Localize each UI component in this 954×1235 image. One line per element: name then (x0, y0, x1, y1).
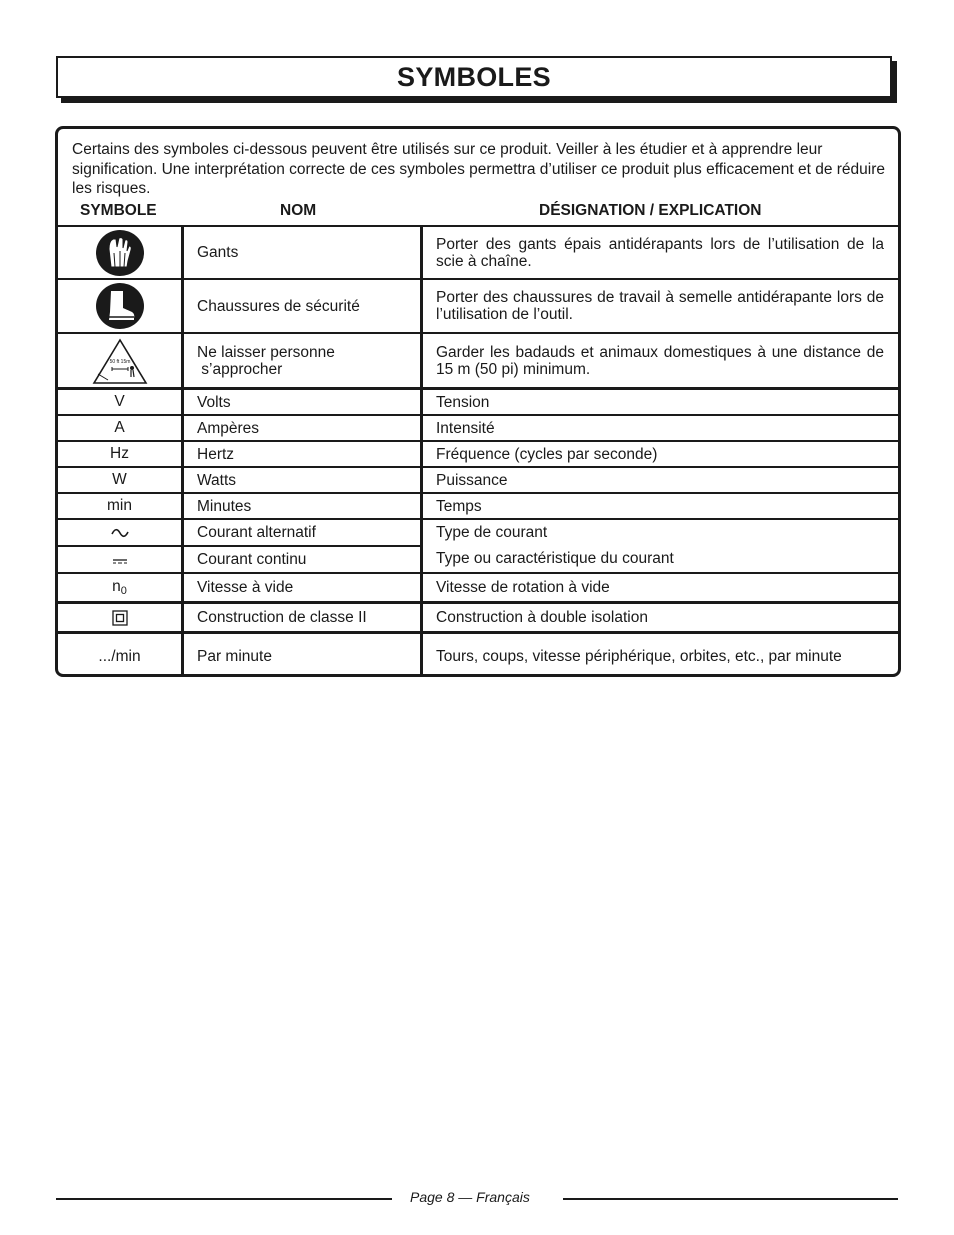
name-cell: Chaussures de sécurité (184, 280, 423, 332)
direct-current-icon (112, 554, 128, 566)
footer-text: Page 8 — Français (410, 1189, 530, 1205)
symbol-cell (58, 334, 184, 387)
alternating-current-icon (110, 526, 130, 540)
table-row (58, 634, 898, 677)
table-row (58, 280, 898, 334)
name-cell: Gants (184, 227, 423, 278)
class-ii-icon (112, 610, 128, 626)
symbol-cell (58, 280, 184, 332)
name-cell (184, 334, 423, 387)
desc-cell: Tension (436, 393, 490, 411)
symbol-cell: min (58, 494, 184, 518)
table-row (58, 390, 898, 416)
symbol-subscript: 0 (120, 585, 127, 597)
distance-label: 50 ft 15m (109, 358, 130, 365)
symbols-panel (55, 126, 901, 677)
footer-rule-right (563, 1198, 898, 1200)
symbol-cell: A (58, 416, 184, 440)
desc-cell: Vitesse de rotation à vide (436, 579, 610, 596)
page-footer (0, 1188, 954, 1208)
desc-cell: Puissance (436, 471, 508, 489)
desc-text: Porter des chaussures de travail à semelle antidérapante lors de l’utilisation de l’outil. (436, 289, 884, 323)
footer-rule-left (56, 1198, 392, 1200)
header-designation: DÉSIGNATION / EXPLICATION (539, 202, 762, 219)
desc-cell: Temps (436, 497, 482, 515)
table-row (58, 416, 898, 442)
desc-text: Garder les badauds et animaux domestiques à une distance de 15 m (50 pi) minimum. (436, 343, 884, 378)
symbol-cell (58, 227, 184, 278)
intro-text: Certains des symboles ci-dessous peuvent être utilisés sur ce produit. Veiller à les étudier et à apprendre leur signification. Une interprétation correcte de ces symboles permettra d’utiliser ce produit plus efficacement et de réduire les risques. (72, 141, 886, 197)
table-row (58, 547, 423, 572)
table-row (58, 442, 898, 468)
name-cell: Volts (184, 390, 423, 414)
name-cell: Construction de classe II (184, 604, 423, 631)
name-cell: Hertz (184, 442, 423, 466)
desc-text: Type de courant (436, 524, 548, 541)
table-row (58, 574, 898, 604)
symbol-cell (58, 574, 184, 601)
symbol-cell (58, 547, 184, 572)
boots-icon (95, 282, 145, 330)
desc-cell: Intensité (436, 419, 495, 437)
desc-text: Porter des gants épais antidérapants lors de l’utilisation de la scie à chaîne. (436, 235, 884, 270)
symbol-n: n (112, 578, 121, 595)
symbol-cell (58, 520, 184, 545)
header-name: NOM (280, 202, 317, 219)
table-row (58, 227, 898, 280)
name-cell: Par minute (184, 634, 423, 677)
keep-distance-icon (92, 337, 148, 385)
current-rows (58, 520, 898, 574)
table-row (58, 468, 898, 494)
symbol-cell: V (58, 390, 184, 414)
symbol-cell: W (58, 468, 184, 492)
desc-cell: Construction à double isolation (436, 609, 648, 626)
no-load-symbol (112, 578, 127, 597)
current-desc-cell (423, 520, 898, 572)
page-title-box (56, 56, 892, 98)
table-row (58, 520, 423, 547)
desc-cell: Fréquence (cycles par seconde) (436, 445, 658, 463)
name-line: s’approcher (197, 360, 283, 378)
gloves-icon (95, 229, 145, 277)
name-cell: Minutes (184, 494, 423, 518)
desc-cell (423, 334, 898, 387)
desc-cell: Tours, coups, vitesse périphérique, orbites, etc., par minute (436, 648, 842, 665)
symbol-cell: .../min (58, 634, 184, 677)
symbol-cell (58, 604, 184, 631)
name-cell: Courant continu (184, 547, 423, 572)
table-row (58, 334, 898, 390)
name-cell: Vitesse à vide (184, 574, 423, 601)
name-line: Ne laisser personne (197, 343, 335, 361)
table-row (58, 494, 898, 520)
symbol-cell: Hz (58, 442, 184, 466)
name-cell: Watts (184, 468, 423, 492)
name-cell: Ampères (184, 416, 423, 440)
desc-text: Type ou caractéristique du courant (436, 550, 674, 567)
desc-cell (423, 227, 898, 278)
symbols-table (58, 225, 898, 677)
desc-cell (423, 280, 898, 332)
page-title: SYMBOLES (397, 61, 551, 92)
name-cell: Courant alternatif (184, 520, 423, 545)
header-symbol: SYMBOLE (80, 202, 157, 219)
table-row (58, 604, 898, 634)
